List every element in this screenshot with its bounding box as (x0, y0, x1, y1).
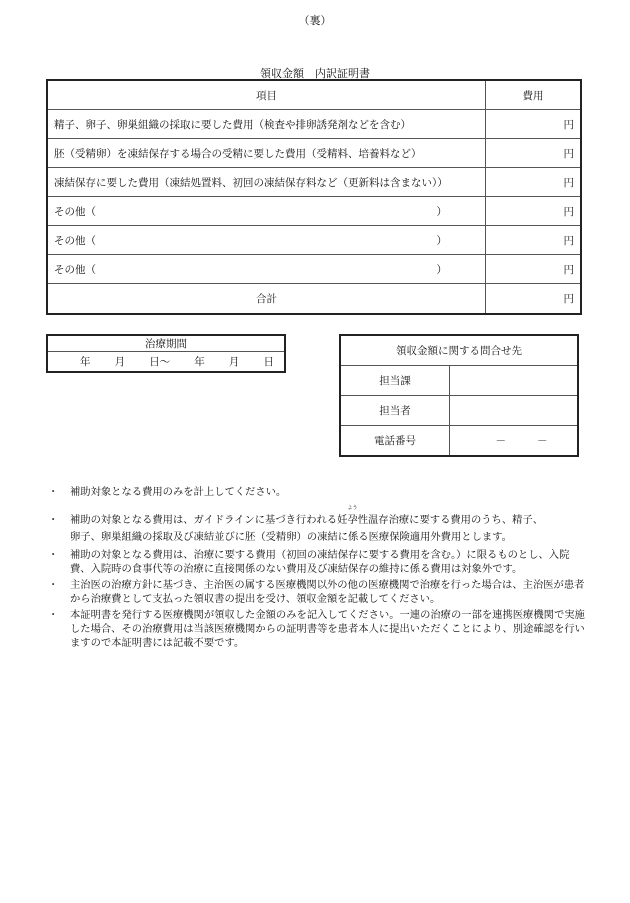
table-row-other (47, 226, 581, 255)
other-suffix: ） (436, 205, 447, 218)
staff-dept-field[interactable] (450, 366, 579, 396)
other-prefix: その他（ (54, 205, 96, 218)
period-year: 年 (80, 356, 91, 368)
note-text: 主治医の治療方針に基づき、主治医の属する医療機関以外の他の医療機関で治療を行った場合は、主治医が患者から治療費として支払った領収書の提出を受け、領収金額を記載してください。 (70, 579, 585, 605)
other-item-field[interactable] (47, 197, 486, 226)
table-row-other (47, 255, 581, 284)
note-text: 補助対象となる費用のみを計上してください。 (70, 486, 287, 498)
period-dates-field[interactable] (47, 352, 285, 373)
note-item-continued (48, 530, 588, 544)
total-label: 合計 (47, 284, 486, 315)
table-header-row (47, 80, 581, 110)
phone-sep: － (537, 435, 548, 447)
other-prefix: その他（ (54, 234, 96, 247)
header-item: 項目 (47, 80, 486, 110)
bullet: ・ (48, 486, 59, 498)
period-year2: 年 (194, 356, 205, 368)
other-item-field[interactable] (47, 226, 486, 255)
total-cost-field[interactable]: 円 (486, 284, 582, 315)
page-side-label: （裏） (298, 14, 332, 27)
table-row (47, 168, 581, 197)
row-cost-field[interactable]: 円 (486, 110, 582, 139)
note-text: 補助の対象となる費用は、治療に要する費用（初回の凍結保存に要する費用を含む。）に限るものとし、入院費、入院時の食事代等の治療に直接関係のない費用及び凍結保存の維持に係る費用は対象外です。 (70, 549, 570, 575)
receipt-breakdown-table (46, 79, 582, 315)
other-suffix: ） (436, 263, 447, 276)
treatment-period-box (46, 334, 286, 373)
table-row (47, 139, 581, 168)
row-cost-field[interactable]: 円 (486, 168, 582, 197)
bullet: ・ (48, 549, 59, 561)
staff-dept-label: 担当課 (340, 366, 450, 396)
note-text: 卵子、卵巣組織の採取及び凍結並びに胚（受精卵）の凍結に係る医療保険適用外費用とします。 (70, 531, 512, 543)
row-cost-field[interactable]: 円 (486, 226, 582, 255)
phone-field[interactable] (450, 426, 579, 457)
note-text-part: 性温存治療に要する費用のうち、精子、 (357, 514, 544, 526)
table-total-row (47, 284, 581, 315)
contact-title: 領収金額に関する問合せ先 (340, 335, 578, 366)
bullet: ・ (48, 609, 59, 621)
bullet: ・ (48, 514, 59, 526)
period-month: 月 (114, 356, 126, 368)
staff-person-label: 担当者 (340, 396, 450, 426)
note-item (48, 578, 588, 606)
note-item (48, 485, 588, 499)
staff-person-field[interactable] (450, 396, 579, 426)
other-item-field[interactable] (47, 255, 486, 284)
note-text-part: 補助の対象となる費用は、ガイドラインに基づき行われる妊 (70, 514, 348, 526)
row-item-label: 凍結保存に要した費用（凍結処置料、初回の凍結保存料など（更新料は含まない）） (47, 168, 486, 197)
table-row (47, 110, 581, 139)
period-day2: 日 (263, 356, 274, 368)
note-text: 本証明書を発行する医療機関が領収した金額のみを記入してください。一連の治療の一部を連携医療機関で実施した場合、その治療費用は当該医療機関からの証明書等を患者本人に提出いただくことにより、別途確認を行いますので本証明書には記載不要です。 (70, 609, 585, 649)
row-cost-field[interactable]: 円 (486, 197, 582, 226)
phone-sep: － (495, 435, 506, 447)
ruby-annotation: よう (347, 505, 358, 511)
row-cost-field[interactable]: 円 (486, 255, 582, 284)
document-title: 領収金額 内訳証明書 (260, 67, 370, 80)
note-item (48, 505, 588, 527)
ruby-word (347, 505, 358, 527)
ruby-base: 孕 (347, 514, 358, 526)
bullet: ・ (48, 579, 59, 591)
note-item (48, 608, 588, 650)
notes-section (48, 485, 588, 652)
row-cost-field[interactable]: 円 (486, 139, 582, 168)
row-item-label: 胚（受精卵）を凍結保存する場合の受精に要した費用（受精料、培養料など） (47, 139, 486, 168)
period-title: 治療期間 (47, 335, 285, 352)
period-month2: 月 (228, 356, 240, 368)
table-row-other (47, 197, 581, 226)
note-text (70, 505, 588, 527)
header-cost: 費用 (486, 80, 582, 110)
contact-info-box (339, 334, 579, 457)
phone-label: 電話番号 (340, 426, 450, 457)
other-suffix: ） (436, 234, 447, 247)
row-item-label: 精子、卵子、卵巣組織の採取に要した費用（検査や排卵誘発剤などを含む） (47, 110, 486, 139)
other-prefix: その他（ (54, 263, 96, 276)
note-item (48, 548, 588, 576)
period-day-from: 日～ (149, 356, 171, 368)
